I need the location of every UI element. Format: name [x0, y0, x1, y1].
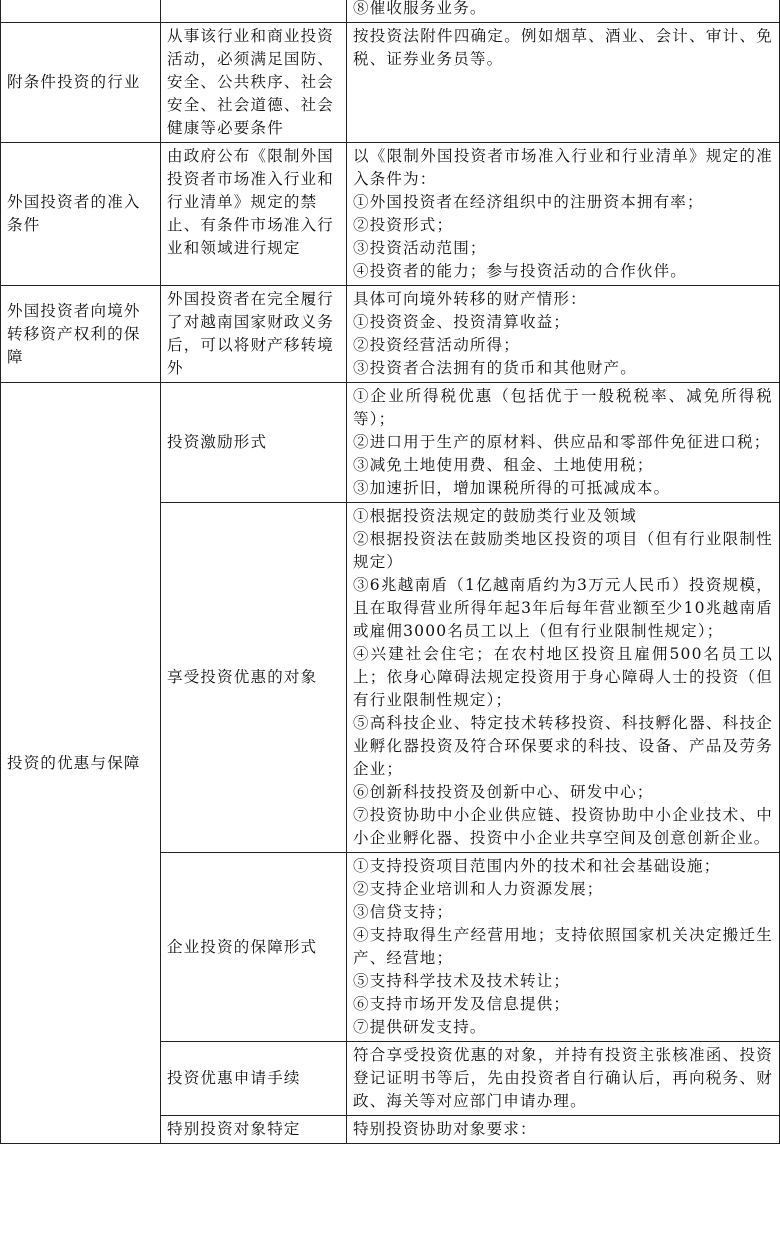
- details-cell: [347, 503, 780, 853]
- detail-line: ⑤支持科学技术及技术转让；: [353, 972, 571, 990]
- detail-line: ⑦提供研发支持。: [353, 1018, 487, 1036]
- details-cell: [347, 0, 780, 23]
- basis-cell: 从事该行业和商业投资活动，必须满足国防、安全、公共秩序、社会安全、社会道德、社会健康等必要条件: [161, 23, 347, 143]
- basis-cell: 企业投资的保障形式: [161, 853, 347, 1042]
- details-cell: [347, 23, 780, 143]
- category-cell: 外国投资者向境外转移资产权利的保障: [1, 286, 161, 383]
- details-cell: [347, 286, 780, 383]
- detail-line: ③信贷支持；: [353, 903, 454, 921]
- detail-line: ⑥创新科技投资及创新中心、研发中心；: [353, 783, 654, 801]
- basis-cell: 由政府公布《限制外国投资者市场准入行业和行业清单》规定的禁止、有条件市场准入行业和领域进行规定: [161, 143, 347, 286]
- detail-line: ②投资形式；: [353, 216, 454, 234]
- details-cell: [347, 853, 780, 1042]
- detail-line: ①外国投资者在经济组织中的注册资本拥有率；: [353, 193, 704, 211]
- details-cell: [347, 1116, 780, 1144]
- detail-line: 具体可向境外转移的财产情形：: [353, 290, 587, 308]
- detail-line: ③减免土地使用费、租金、土地使用税；: [353, 456, 654, 474]
- detail-line: 特别投资协助对象要求：: [353, 1120, 537, 1138]
- detail-line: ②支持企业培训和人力资源发展；: [353, 880, 604, 898]
- detail-line: ①支持投资项目范围内外的技术和社会基础设施；: [353, 857, 721, 875]
- category-cell: 附条件投资的行业: [1, 23, 161, 143]
- basis-cell: 投资激励形式: [161, 383, 347, 503]
- basis-cell: [161, 0, 347, 23]
- detail-line: ④兴建社会住宅；在农村地区投资且雇佣500名员工以上；依身心障碍法规定投资用于身心障碍人士的投资（但有行业限制性规定）；: [353, 645, 773, 709]
- category-cell: [1, 0, 161, 23]
- detail-line: ④投资者的能力；参与投资活动的合作伙伴。: [353, 262, 688, 280]
- detail-line: ①根据投资法规定的鼓励类行业及领域: [353, 507, 637, 525]
- details-cell: [347, 383, 780, 503]
- detail-line: ②根据投资法在鼓励类地区投资的项目（但有行业限制性规定）: [353, 530, 773, 571]
- detail-line: 符合享受投资优惠的对象，并持有投资主张核准函、投资登记证明书等后，先由投资者自行确认后，再向税务、财政、海关等对应部门申请办理。: [353, 1046, 773, 1110]
- details-cell: [347, 1042, 780, 1116]
- detail-line: ③投资者合法拥有的货币和其他财产。: [353, 359, 637, 377]
- category-cell: 外国投资者的准入条件: [1, 143, 161, 286]
- details-cell: [347, 143, 780, 286]
- detail-line: ③加速折旧，增加课税所得的可抵减成本。: [353, 479, 671, 497]
- detail-line: ③投资活动范围；: [353, 239, 487, 257]
- basis-cell: 外国投资者在完全履行了对越南国家财政义务后，可以将财产移转境外: [161, 286, 347, 383]
- detail-line: ③6兆越南盾（1亿越南盾约为3万元人民币）投资规模，且在取得营业所得年起3年后每年营业额至少10兆越南盾或雇佣3000名员工以上（但有行业限制性规定）；: [353, 576, 773, 640]
- detail-line: ①企业所得税优惠（包括优于一般税税率、减免所得税等）；: [353, 387, 773, 428]
- detail-line: 按投资法附件四确定。例如烟草、酒业、会计、审计、免税、证券业务员等。: [353, 27, 773, 68]
- basis-cell: 投资优惠申请手续: [161, 1042, 347, 1116]
- detail-line: ①投资资金、投资清算收益；: [353, 313, 571, 331]
- table-row: [1, 23, 780, 143]
- detail-line: ⑦投资协助中小企业供应链、投资协助中小企业技术、中小企业孵化器、投资中小企业共享空间及创意创新企业。: [353, 806, 773, 847]
- detail-line: ⑧催收服务业务。: [353, 0, 487, 17]
- category-cell: 投资的优惠与保障: [1, 383, 161, 1144]
- detail-line: ⑥支持市场开发及信息提供；: [353, 995, 571, 1013]
- basis-cell: 享受投资优惠的对象: [161, 503, 347, 853]
- detail-line: ⑤高科技企业、特定技术转移投资、科技孵化器、科技企业孵化器投资及符合环保要求的科技、设备、产品及劳务企业；: [353, 714, 773, 778]
- detail-line: ④支持取得生产经营用地；支持依照国家机关决定搬迁生产、经营地；: [353, 926, 773, 967]
- table-row: [1, 286, 780, 383]
- table-row: [1, 383, 780, 503]
- table-row: [1, 0, 780, 23]
- basis-cell: 特别投资对象特定: [161, 1116, 347, 1144]
- detail-line: 以《限制外国投资者市场准入行业和行业清单》规定的准入条件为：: [353, 147, 773, 188]
- detail-line: ②进口用于生产的原材料、供应品和零部件免征进口税；: [353, 433, 771, 451]
- detail-line: ②投资经营活动所得；: [353, 336, 521, 354]
- table-row: [1, 143, 780, 286]
